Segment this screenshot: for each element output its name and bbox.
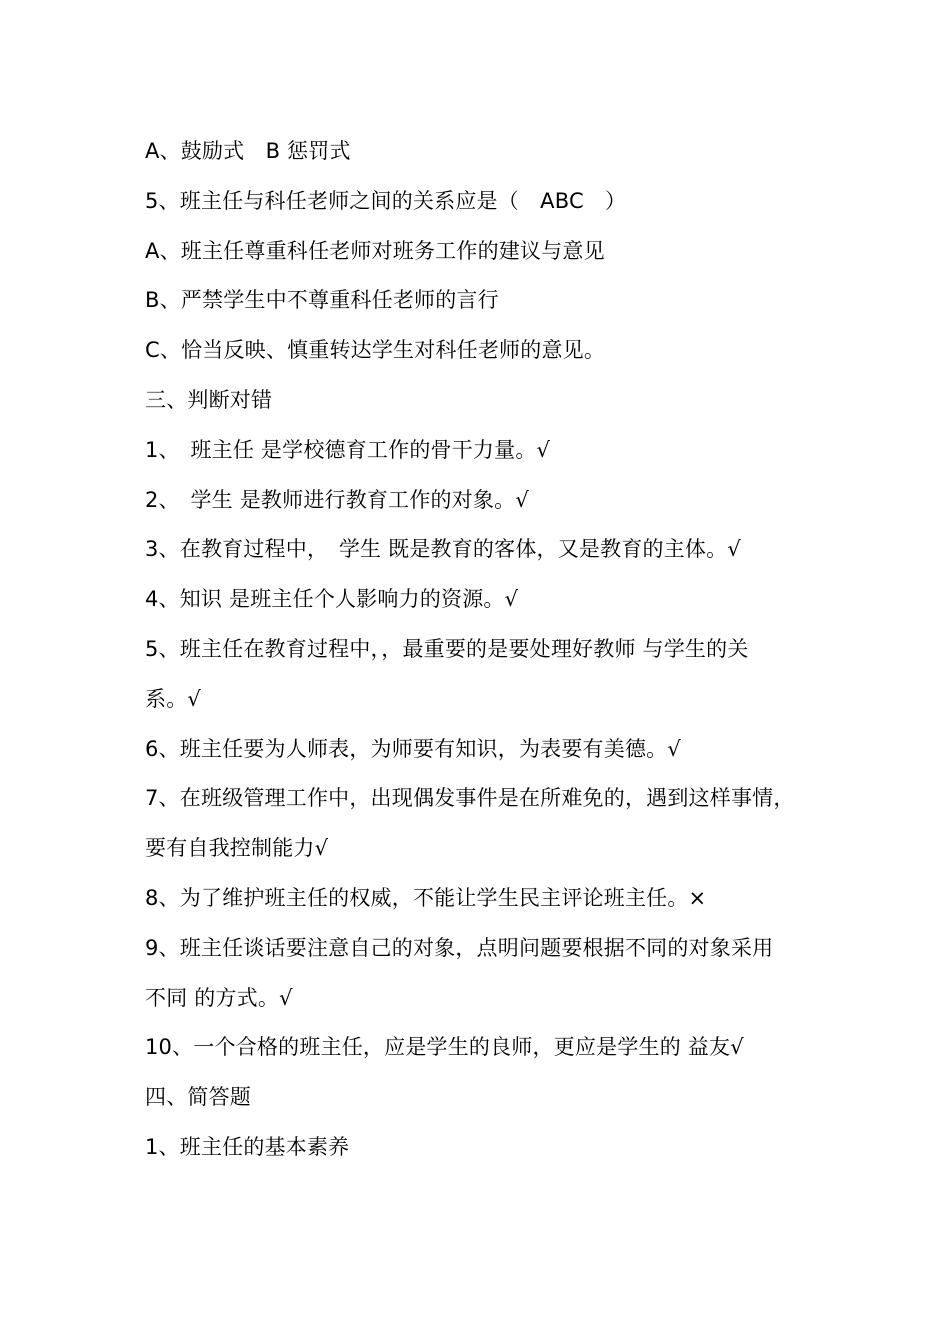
judgment-item: 3、在教育过程中， 学生 既是教育的客体，又是教育的主体。√ xyxy=(145,537,741,562)
judgment-item: 7、在班级管理工作中，出现偶发事件是在所难免的，遇到这样事情， xyxy=(145,786,795,811)
judgment-item: 2、 学生 是教师进行教育工作的对象。√ xyxy=(145,487,529,512)
judgment-item: 9、班主任谈话要注意自己的对象，点明问题要根据不同的对象采用 xyxy=(145,935,774,960)
judgment-item: 5、班主任在教育过程中，，最重要的是要处理好教师 与学生的关 xyxy=(145,636,749,661)
judgment-item: 6、班主任要为人师表，为师要有知识，为表要有美德。√ xyxy=(145,736,681,761)
judgment-item: 4、知识 是班主任个人影响力的资源。√ xyxy=(145,587,519,612)
question-line: 5、班主任与科任老师之间的关系应是（ ABC ） xyxy=(145,188,627,213)
option-line: A、班主任尊重科任老师对班务工作的建议与意见 xyxy=(145,238,605,263)
section-heading: 三、判断对错 xyxy=(145,387,273,412)
document-body xyxy=(145,131,835,1177)
judgment-item-continuation: 要有自我控制能力√ xyxy=(145,836,329,861)
option-line: C、恰当反映、慎重转达学生对科任老师的意见。 xyxy=(145,338,606,363)
judgment-item: 8、为了维护班主任的权威，不能让学生民主评论班主任。× xyxy=(145,885,707,910)
judgment-item: 10、一个合格的班主任，应是学生的良师，更应是学生的 益友√ xyxy=(145,1035,744,1060)
option-line: A、鼓励式 B 惩罚式 xyxy=(145,139,351,163)
judgment-item: 1、 班主任 是学校德育工作的骨干力量。√ xyxy=(145,437,551,462)
section-heading: 四、简答题 xyxy=(145,1085,251,1110)
short-answer-item: 1、班主任的基本素养 xyxy=(145,1134,350,1159)
judgment-item-continuation: 不同 的方式。√ xyxy=(145,985,293,1010)
option-line: B、严禁学生中不尊重科任老师的言行 xyxy=(145,288,499,313)
judgment-item-continuation: 系。√ xyxy=(145,686,201,711)
